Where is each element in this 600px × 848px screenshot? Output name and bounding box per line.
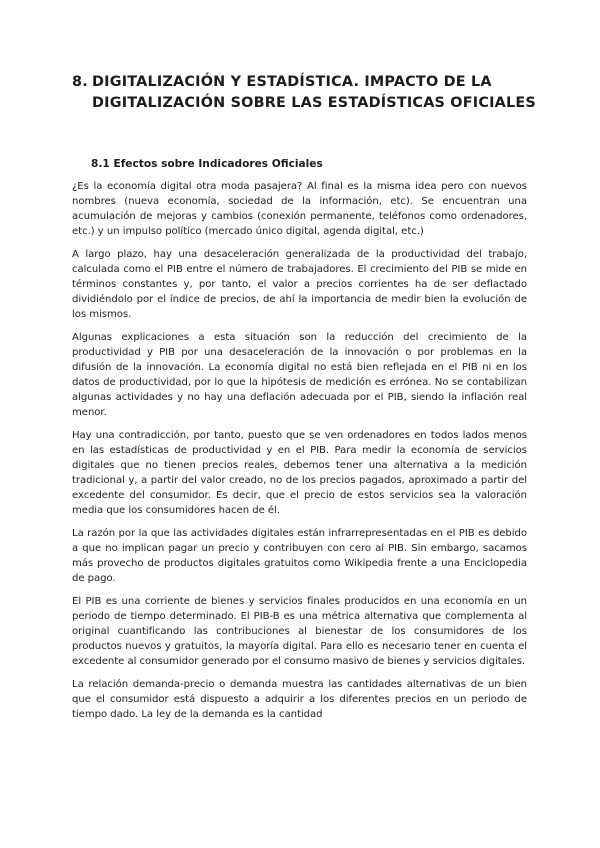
chapter-heading xyxy=(72,72,542,113)
paragraph: La relación demanda-precio o demanda muestra las cantidades alternativas de un bien que el consumidor está dispuesto a adquirir a los diferentes precios en un periodo de tiempo dado. La ley de la demanda es la cantidad xyxy=(72,678,527,720)
chapter-number: 8. xyxy=(72,74,88,90)
paragraph: Algunas explicaciones a esta situación son la reducción del crecimiento de la productividad y PIB por una desaceleración de la innovación o por problemas en la difusión de la innovación. La economía digital no está bien reflejada en el PIB ni en los datos de productividad, por lo que la hipótesis de medición es errónea. No se contabilizan algunas actividades y no hay una deflación adecuada por el PIB, siendo la inflación real menor. xyxy=(72,331,527,419)
paragraph: El PIB es una corriente de bienes y servicios finales producidos en una economía en un periodo de tiempo determinado. El PIB-B es una métrica alternativa que complementa al original cuantificando las contribuciones al bienestar de los consumidores de los productos nuevos y gratuitos, la mayoría digital. Para ello es necesario tener en cuenta el excedente al consumidor generado por el consumo masivo de bienes y servicios digitales. xyxy=(72,595,527,668)
paragraph: ¿Es la economía digital otra moda pasajera? Al final es la misma idea pero con nuevos nombres (nueva economía, sociedad de la información, etc). Se encuentran una acumulación de mejoras y cambios (conexión permanente, teléfonos como ordenadores, etc.) y un impulso político (mercado único digital, agenda digital, etc.) xyxy=(72,181,527,238)
paragraph: A largo plazo, hay una desaceleración generalizada de la productividad del trabajo, calculada como el PIB entre el número de trabajadores. El crecimiento del PIB se mide en términos constantes y, por tanto, el valor a precios corrientes ha de ser deflactado dividiéndolo por el índice de precios, de ahí la importancia de medir bien la evolución de los mismos. xyxy=(72,248,527,321)
section-heading: 8.1 Efectos sobre Indicadores Oficiales xyxy=(91,158,323,170)
paragraph: La razón por la que las actividades digitales están infrarrepresentadas en el PIB es debido a que no implican pagar un precio y contribuyen con cero al PIB. Sin embargo, sacamos más provecho de productos digitales gratuitos como Wikipedia frente a una Enciclopedia de pago. xyxy=(72,527,527,585)
paragraph: Hay una contradicción, por tanto, puesto que se ven ordenadores en todos lados menos en las estadísticas de productividad y en el PIB. Para medir la economía de servicios digitales que no tienen precios reales, debemos tener una alternativa a la medición tradicional y, a partir del valor creado, no de los precios pagados, aproximado a partir del excedente del consumidor. Es decir, que el precio de estos servicios sea la valoración media que los consumidores hacen de él. xyxy=(72,429,527,517)
body-text xyxy=(72,179,527,730)
chapter-title: DIGITALIZACIÓN Y ESTADÍSTICA. IMPACTO DE LA DIGITALIZACIÓN SOBRE LAS ESTADÍSTICAS OFICIALES xyxy=(92,74,536,111)
